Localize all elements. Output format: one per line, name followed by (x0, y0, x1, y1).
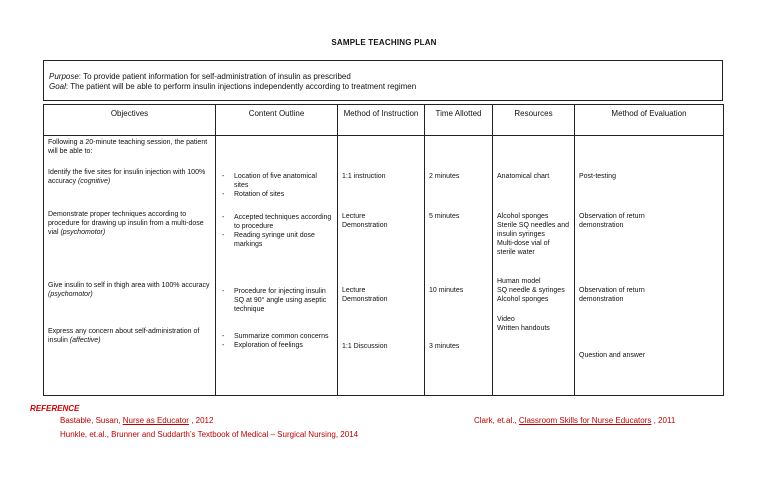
reference-item: Hunkle, et.al., Brunner and Suddarth’s Textbook of Medical – Surgical Nursing, 2014 (60, 430, 359, 439)
column-header: Method of Evaluation (575, 105, 724, 136)
column-header: Content Outline (216, 105, 338, 136)
outline-list (220, 332, 333, 350)
reference-label: REFERENCE (30, 404, 80, 413)
column-header: Resources (493, 105, 575, 136)
reference-link[interactable]: Classroom Skills for Nurse Educators (518, 416, 652, 425)
goal-line (49, 82, 717, 92)
reference-link[interactable]: Nurse as Educator (122, 416, 189, 425)
table-header-row (44, 105, 724, 136)
goal-label: Goal (49, 82, 66, 91)
objective-item: Identify the five sites for insulin injection with 100% accuracy (cognitive) (48, 169, 206, 185)
reference-item: Bastable, Susan, Nurse as Educator , 2012 (60, 416, 214, 425)
evaluation-cell: Post-testing Observation of return demonstration Observation of return demonstration Question and answer (575, 136, 724, 396)
outline-item: - Reading syringe unit dose markings (234, 231, 333, 249)
column-header: Objectives (44, 105, 216, 136)
outline-item: - Location of five anatomical sites (234, 172, 333, 190)
method-instruction-cell: 1:1 instruction Lecture Demonstration Lecture Demonstration 1:1 Discussion (338, 136, 425, 396)
time-allotted-cell: 2 minutes 5 minutes 10 minutes 3 minutes (425, 136, 493, 396)
teaching-plan-table (43, 104, 724, 396)
outline-list (220, 172, 333, 199)
objectives-cell (44, 136, 216, 396)
objectives-intro: Following a 20-minute teaching session, the patient will be able to: (48, 139, 208, 155)
objective-item: Demonstrate proper techniques according to procedure for drawing up insulin from a multi-dose vial (psychomotor) (48, 211, 204, 236)
resources-cell: Anatomical chart Alcohol sponges Sterile SQ needles and insulin syringes Multi-dose vial of sterile water Human model SQ needle & syringes Alcohol sponges Video Written handouts (493, 136, 575, 396)
goal-text: : The patient will be able to perform insulin injections independently according to treatment regimen (65, 82, 417, 91)
column-header: Time Allotted (425, 105, 493, 136)
page-title: SAMPLE TEACHING PLAN (331, 38, 437, 47)
column-header: Method of Instruction (338, 105, 425, 136)
outline-list (220, 213, 333, 249)
outline-item: - Procedure for injecting insulin SQ at 90° angle using aseptic technique (234, 287, 333, 314)
purpose-label: Purpose (49, 72, 79, 81)
outline-item: - Summarize common concerns (234, 332, 333, 341)
objective-item: Give insulin to self in thigh area with 100% accuracy (psychomotor) (48, 282, 210, 298)
objective-item: Express any concern about self-administration of insulin (affective) (48, 328, 200, 344)
outline-item: - Exploration of feelings (234, 341, 333, 350)
table-row (44, 136, 724, 396)
outline-item: - Rotation of sites (234, 190, 333, 199)
purpose-line (49, 72, 717, 82)
outline-list (220, 287, 333, 314)
reference-item: Clark, et.al., Classroom Skills for Nurse Educators , 2011 (474, 416, 676, 425)
purpose-text: : To provide patient information for self-administration of insulin as prescribed (78, 72, 351, 81)
outline-item: - Accepted techniques according to procedure (234, 213, 333, 231)
purpose-goal-box (43, 60, 723, 101)
content-outline-cell (216, 136, 338, 396)
